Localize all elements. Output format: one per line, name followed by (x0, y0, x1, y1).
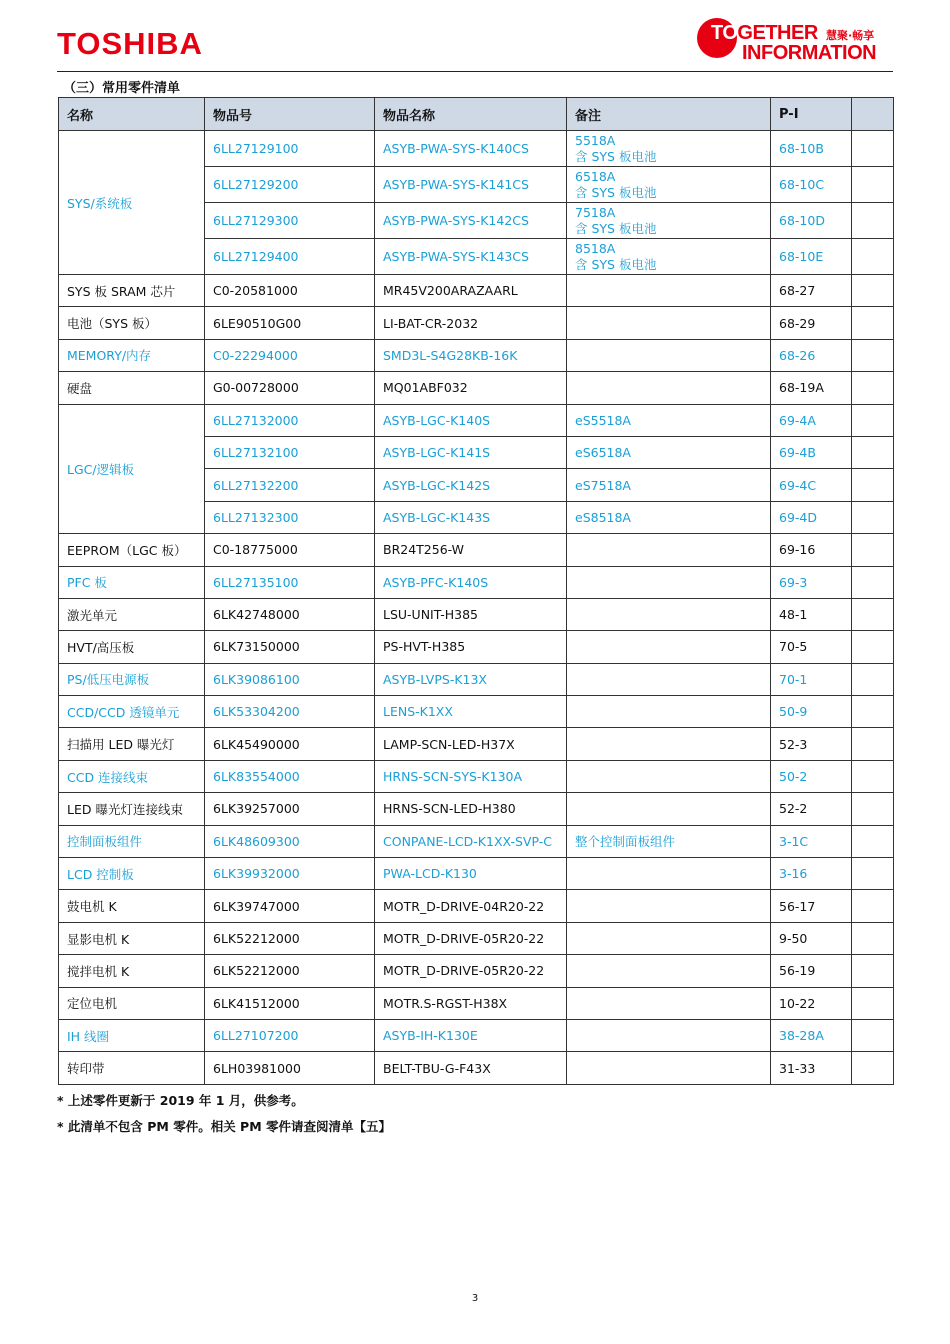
part-number: 6LK42748000 (205, 598, 375, 630)
part-number: 6LL27135100 (205, 566, 375, 598)
table-row (59, 275, 894, 307)
note (567, 203, 771, 239)
item-name: BELT-TBU-G-F43X (375, 1052, 567, 1084)
part-number: 6LL27132200 (205, 469, 375, 501)
part-category: SYS 板 SRAM 芯片 (59, 275, 205, 307)
part-number: 6LE90510G00 (205, 307, 375, 339)
item-name: ASYB-PWA-SYS-K141CS (375, 167, 567, 203)
table-row (59, 631, 894, 663)
pi: 52-2 (771, 793, 852, 825)
extra (852, 955, 894, 987)
item-name: HRNS-SCN-SYS-K130A (375, 760, 567, 792)
table-row (59, 922, 894, 954)
extra (852, 339, 894, 371)
item-name: LAMP-SCN-LED-H37X (375, 728, 567, 760)
extra (852, 663, 894, 695)
pi: 68-10E (771, 239, 852, 275)
part-category: 鼓电机 K (59, 890, 205, 922)
part-category: 搅拌电机 K (59, 955, 205, 987)
table-row (59, 598, 894, 630)
note (567, 696, 771, 728)
part-number: 6LH03981000 (205, 1052, 375, 1084)
note (567, 663, 771, 695)
part-number: 6LK52212000 (205, 922, 375, 954)
item-name: SMD3L-S4G28KB-16K (375, 339, 567, 371)
header-name: 名称 (59, 98, 205, 131)
header-pi: P-I (771, 98, 852, 131)
item-name: PWA-LCD-K130 (375, 858, 567, 890)
table-row (59, 987, 894, 1019)
part-number: 6LK83554000 (205, 760, 375, 792)
table-row (59, 825, 894, 857)
table-row (59, 760, 894, 792)
part-number: 6LK39747000 (205, 890, 375, 922)
item-name: ASYB-LGC-K143S (375, 501, 567, 533)
part-number: 6LL27132300 (205, 501, 375, 533)
item-name: MOTR_D-DRIVE-05R20-22 (375, 955, 567, 987)
note: eS5518A (567, 404, 771, 436)
table-row (59, 566, 894, 598)
table-row (59, 663, 894, 695)
note (567, 566, 771, 598)
header-part-number: 物品号 (205, 98, 375, 131)
table-row (59, 858, 894, 890)
footnote-pm: * 此清单不包含 PM 零件。相关 PM 零件请查阅清单【五】 (57, 1119, 391, 1134)
pi: 10-22 (771, 987, 852, 1019)
table-row (59, 534, 894, 566)
part-category: 定位电机 (59, 987, 205, 1019)
item-name: HRNS-SCN-LED-H380 (375, 793, 567, 825)
note-detail: 含 SYS 板电池 (575, 220, 657, 236)
section-title: （三）常用零件清单 (63, 81, 181, 96)
note (567, 1052, 771, 1084)
note: eS7518A (567, 469, 771, 501)
extra (852, 760, 894, 792)
extra (852, 696, 894, 728)
extra (852, 1019, 894, 1051)
part-number: 6LL27129100 (205, 131, 375, 167)
part-number: 6LK45490000 (205, 728, 375, 760)
pi: 69-4A (771, 404, 852, 436)
note: 整个控制面板组件 (567, 825, 771, 857)
item-name: ASYB-LVPS-K13X (375, 663, 567, 695)
item-name: ASYB-LGC-K140S (375, 404, 567, 436)
note (567, 1019, 771, 1051)
part-category: EEPROM（LGC 板） (59, 534, 205, 566)
pi: 69-4D (771, 501, 852, 533)
pi: 68-10B (771, 131, 852, 167)
item-name: ASYB-IH-K130E (375, 1019, 567, 1051)
part-number: 6LL27129200 (205, 167, 375, 203)
brand-slogan: 慧聚·畅享 (826, 29, 875, 42)
extra (852, 793, 894, 825)
table-row (59, 1052, 894, 1084)
note (567, 339, 771, 371)
table-row (59, 955, 894, 987)
header-note: 备注 (567, 98, 771, 131)
part-category: PS/低压电源板 (59, 663, 205, 695)
extra (852, 239, 894, 275)
note-detail: 含 SYS 板电池 (575, 148, 657, 164)
part-number: 6LK39257000 (205, 793, 375, 825)
part-number: C0-20581000 (205, 275, 375, 307)
note (567, 760, 771, 792)
part-category: 显影电机 K (59, 922, 205, 954)
extra (852, 598, 894, 630)
note (567, 955, 771, 987)
note (567, 922, 771, 954)
part-category: MEMORY/内存 (59, 339, 205, 371)
part-number: 6LK39932000 (205, 858, 375, 890)
note (567, 890, 771, 922)
note-detail: 含 SYS 板电池 (575, 184, 657, 200)
item-name: MQ01ABF032 (375, 372, 567, 404)
part-number: 6LK52212000 (205, 955, 375, 987)
part-number: 6LK53304200 (205, 696, 375, 728)
extra (852, 404, 894, 436)
pi: 38-28A (771, 1019, 852, 1051)
note-model: 5518A (575, 132, 616, 148)
table-row (59, 307, 894, 339)
brand-gether: GETHER (737, 22, 818, 44)
pi: 56-17 (771, 890, 852, 922)
part-number: G0-00728000 (205, 372, 375, 404)
header-divider (57, 71, 893, 72)
item-name: ASYB-PWA-SYS-K140CS (375, 131, 567, 167)
part-category: 转印带 (59, 1052, 205, 1084)
pi: 3-16 (771, 858, 852, 890)
extra (852, 501, 894, 533)
pi: 50-2 (771, 760, 852, 792)
item-name: MR45V200ARAZAARL (375, 275, 567, 307)
pi: 3-1C (771, 825, 852, 857)
page-number: 3 (471, 1293, 479, 1304)
pi: 68-27 (771, 275, 852, 307)
part-number: 6LL27129300 (205, 203, 375, 239)
pi: 70-5 (771, 631, 852, 663)
pi: 56-19 (771, 955, 852, 987)
pi: 68-10D (771, 203, 852, 239)
group-name-lgc: LGC/逻辑板 (59, 404, 205, 534)
part-number: 6LK73150000 (205, 631, 375, 663)
part-number: 6LL27132000 (205, 404, 375, 436)
item-name: ASYB-LGC-K141S (375, 436, 567, 468)
part-number: 6LL27107200 (205, 1019, 375, 1051)
table-row (59, 339, 894, 371)
item-name: MOTR.S-RGST-H38X (375, 987, 567, 1019)
note (567, 987, 771, 1019)
part-category: 控制面板组件 (59, 825, 205, 857)
pi: 68-10C (771, 167, 852, 203)
parts-table (58, 97, 894, 1085)
table-row (59, 372, 894, 404)
item-name: ASYB-PFC-K140S (375, 566, 567, 598)
part-category: IH 线圈 (59, 1019, 205, 1051)
item-name: BR24T256-W (375, 534, 567, 566)
note (567, 131, 771, 167)
together-information-logo (697, 14, 887, 64)
item-name: ASYB-PWA-SYS-K142CS (375, 203, 567, 239)
note-model: 8518A (575, 240, 616, 256)
note (567, 728, 771, 760)
part-number: C0-22294000 (205, 339, 375, 371)
pi: 69-4C (771, 469, 852, 501)
table-row (59, 1019, 894, 1051)
part-number: 6LL27132100 (205, 436, 375, 468)
toshiba-logo: TOSHIBA (57, 26, 203, 61)
extra (852, 922, 894, 954)
part-number: 6LK41512000 (205, 987, 375, 1019)
item-name: MOTR_D-DRIVE-05R20-22 (375, 922, 567, 954)
item-name: LSU-UNIT-H385 (375, 598, 567, 630)
pi: 50-9 (771, 696, 852, 728)
footnote-update: * 上述零件更新于 2019 年 1 月，供参考。 (57, 1093, 304, 1108)
table-row (59, 131, 894, 167)
part-category: CCD/CCD 透镜单元 (59, 696, 205, 728)
item-name: MOTR_D-DRIVE-04R20-22 (375, 890, 567, 922)
item-name: CONPANE-LCD-K1XX-SVP-C (375, 825, 567, 857)
extra (852, 728, 894, 760)
note (567, 534, 771, 566)
pi: 9-50 (771, 922, 852, 954)
extra (852, 372, 894, 404)
group-name-sys: SYS/系统板 (59, 131, 205, 275)
extra (852, 890, 894, 922)
item-name: LI-BAT-CR-2032 (375, 307, 567, 339)
table-row (59, 696, 894, 728)
pi: 69-3 (771, 566, 852, 598)
note (567, 372, 771, 404)
header-extra (852, 98, 894, 131)
part-category: CCD 连接线束 (59, 760, 205, 792)
part-category: 扫描用 LED 曝光灯 (59, 728, 205, 760)
pi: 52-3 (771, 728, 852, 760)
part-number: 6LL27129400 (205, 239, 375, 275)
pi: 69-16 (771, 534, 852, 566)
note (567, 307, 771, 339)
table-header-row (59, 98, 894, 131)
extra (852, 631, 894, 663)
table-row (59, 404, 894, 436)
extra (852, 203, 894, 239)
table-row (59, 728, 894, 760)
table-row (59, 793, 894, 825)
pi: 70-1 (771, 663, 852, 695)
part-category: HVT/高压板 (59, 631, 205, 663)
pi: 69-4B (771, 436, 852, 468)
extra (852, 167, 894, 203)
extra (852, 566, 894, 598)
note (567, 598, 771, 630)
extra (852, 1052, 894, 1084)
note: eS8518A (567, 501, 771, 533)
note: eS6518A (567, 436, 771, 468)
note-detail: 含 SYS 板电池 (575, 256, 657, 272)
part-category: LCD 控制板 (59, 858, 205, 890)
part-category: 激光单元 (59, 598, 205, 630)
note (567, 631, 771, 663)
note (567, 793, 771, 825)
item-name: LENS-K1XX (375, 696, 567, 728)
part-number: 6LK39086100 (205, 663, 375, 695)
item-name: ASYB-LGC-K142S (375, 469, 567, 501)
part-category: 电池（SYS 板） (59, 307, 205, 339)
part-number: C0-18775000 (205, 534, 375, 566)
extra (852, 131, 894, 167)
extra (852, 825, 894, 857)
extra (852, 436, 894, 468)
brand-to: TO (711, 22, 738, 44)
pi: 68-29 (771, 307, 852, 339)
note (567, 167, 771, 203)
extra (852, 534, 894, 566)
table-row (59, 890, 894, 922)
extra (852, 469, 894, 501)
note (567, 858, 771, 890)
extra (852, 858, 894, 890)
pi: 68-26 (771, 339, 852, 371)
note-model: 6518A (575, 168, 616, 184)
note-model: 7518A (575, 204, 616, 220)
part-category: PFC 板 (59, 566, 205, 598)
header-item-name: 物品名称 (375, 98, 567, 131)
part-number: 6LK48609300 (205, 825, 375, 857)
note (567, 239, 771, 275)
extra (852, 275, 894, 307)
item-name: PS-HVT-H385 (375, 631, 567, 663)
pi: 31-33 (771, 1052, 852, 1084)
pi: 68-19A (771, 372, 852, 404)
note (567, 275, 771, 307)
part-category: LED 曝光灯连接线束 (59, 793, 205, 825)
part-category: 硬盘 (59, 372, 205, 404)
extra (852, 307, 894, 339)
pi: 48-1 (771, 598, 852, 630)
item-name: ASYB-PWA-SYS-K143CS (375, 239, 567, 275)
brand-line-2: INFORMATION (742, 42, 877, 64)
extra (852, 987, 894, 1019)
